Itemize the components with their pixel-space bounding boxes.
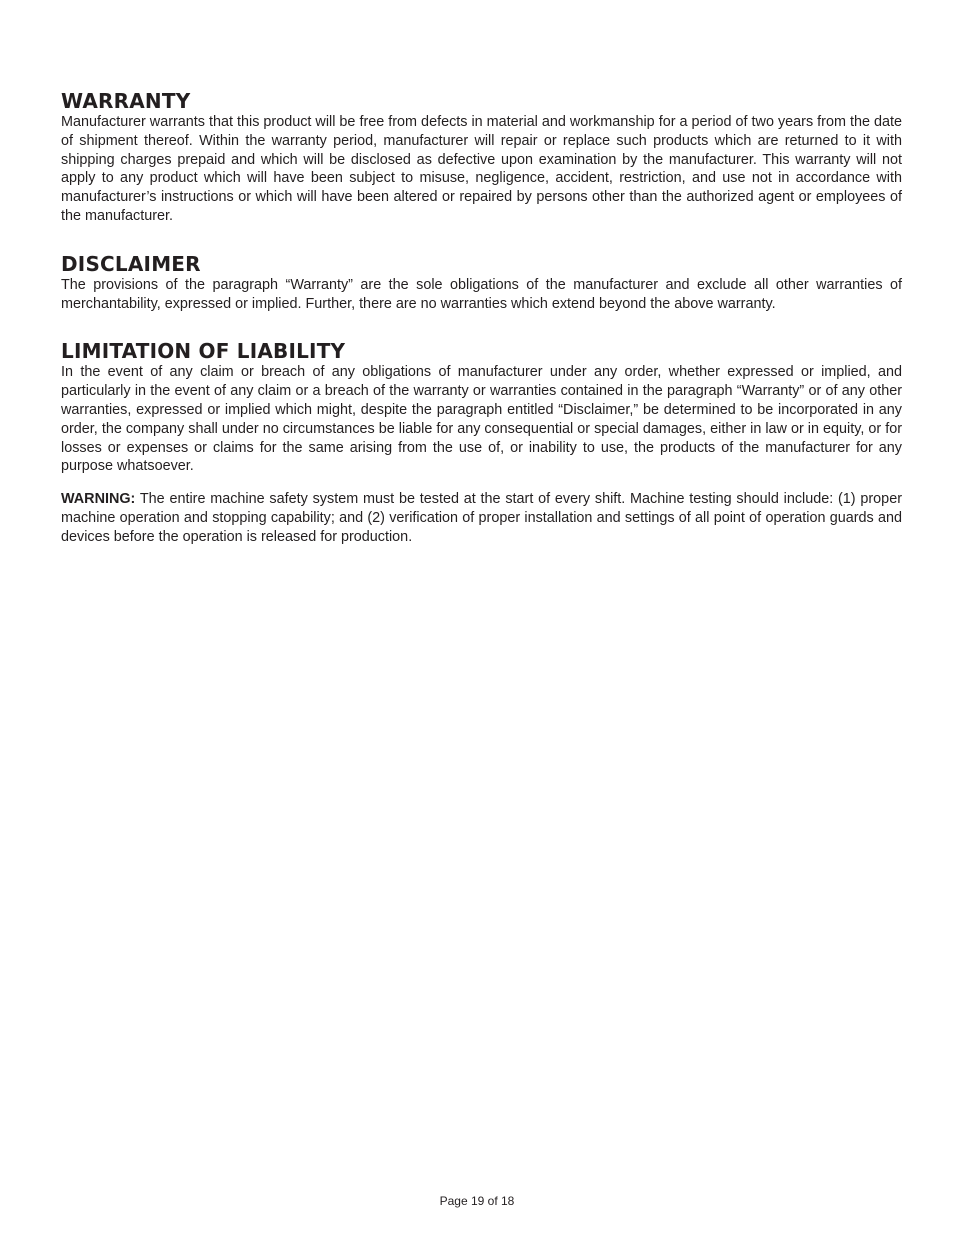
disclaimer-text: The provisions of the paragraph “Warranty” are the sole obligations of the manufacturer and exclude all other warranties of merchantability, expressed or implied. Further, there are no warranties which extend beyond the above warranty. (61, 276, 902, 312)
warning-label: WARNING: (61, 491, 136, 508)
document-body (61, 89, 902, 547)
disclaimer-heading: DISCLAIMER (61, 251, 201, 276)
warning-paragraph (61, 490, 902, 546)
limitation-of-liability-text: In the event of any claim or breach of any obligations of manufacturer under any order, whether expressed or implied, and particularly in the event of any claim or a breach of the warranty or warranties contained in the paragraph “Warranty” or of any other warranties, expressed or implied which might, despite the paragraph entitled “Disclaimer,” be determined to be incorporated in any order, the company shall under no circumstances be liable for any consequential or special damages, either in law or in equity, or for losses or expenses or claims for the same arising from the use of, or inability to use, the products of the manufacturer for any purpose whatsoever. (61, 364, 902, 475)
warranty-text: Manufacturer warrants that this product will be free from defects in material and workmanship for a period of two years from the date of shipment thereof. Within the warranty period, manufacturer will repair or replace such products which are returned to it with shipping charges prepaid and which will be disclosed as defective upon examination by the manufacturer. This warranty will not apply to any product which will have been subject to misuse, negligence, accident, restriction, and use not in accordance with manufacturer’s instructions or which will have been altered or repaired by persons other than the authorized agent or employees of the manufacturer. (61, 114, 902, 224)
page-number: Page 19 of 18 (439, 1194, 515, 1208)
warranty-section (61, 89, 902, 226)
disclaimer-section (61, 252, 902, 314)
limitation-of-liability-section (61, 339, 902, 476)
limitation-of-liability-heading: LIMITATION OF LIABILITY (61, 339, 346, 364)
warranty-heading: WARRANTY (61, 89, 191, 113)
warning-text: The entire machine safety system must be tested at the start of every shift. Machine testing should include: (1) proper machine operation and stopping capability; and (2) verification of proper installation and settings of all point of operation guards and devices before the operation is released for production. (61, 491, 902, 545)
